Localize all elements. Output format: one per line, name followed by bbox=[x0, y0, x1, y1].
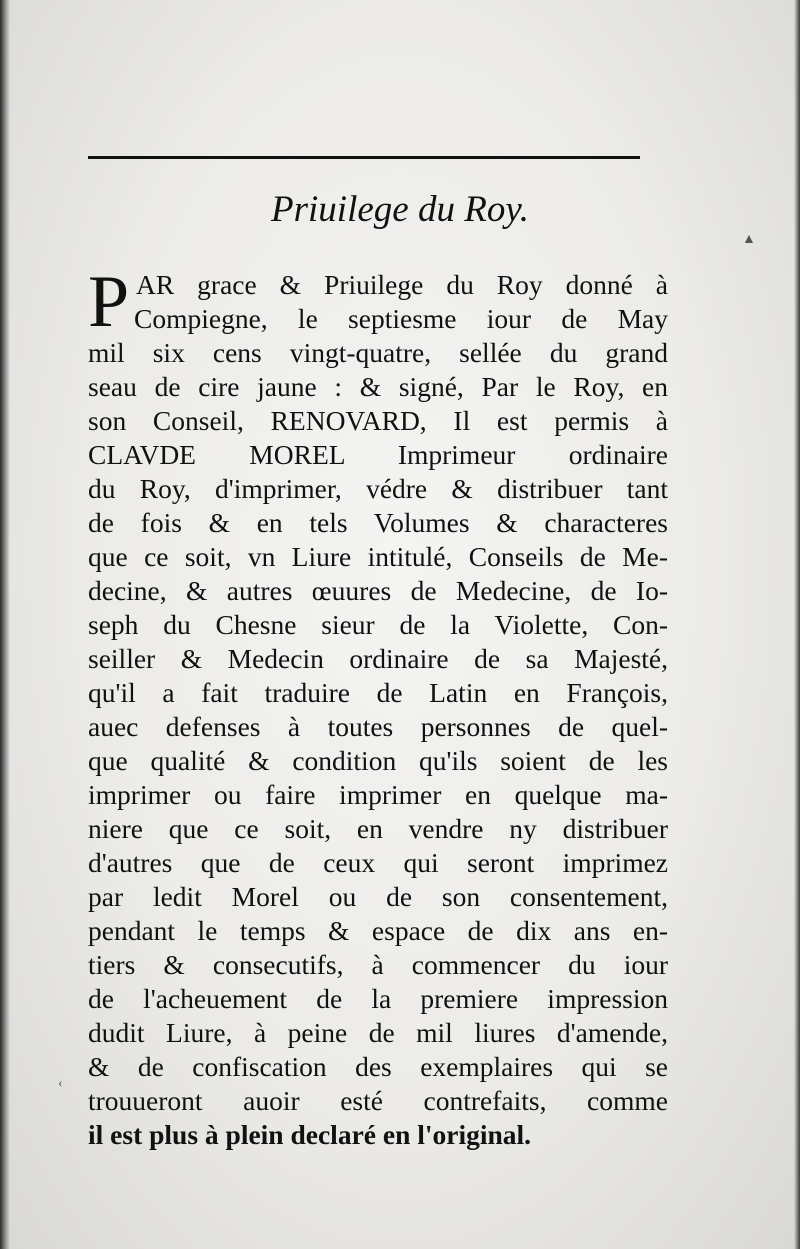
text-line: auec defenses à toutes personnes de quel- bbox=[88, 711, 668, 742]
text-line: imprimer ou faire imprimer en quelque ma- bbox=[88, 779, 668, 810]
text-line: de l'acheuement de la premiere impression bbox=[88, 983, 668, 1014]
text-line: CLAVDE MOREL Imprimeur ordinaire bbox=[88, 439, 668, 470]
text-line: que ce soit, vn Liure intitulé, Conseils de Me- bbox=[88, 541, 668, 572]
text-line: AR grace & Priuilege du Roy donné à bbox=[136, 269, 668, 300]
text-line: qu'il a fait traduire de Latin en François, bbox=[88, 677, 668, 708]
text-line: seph du Chesne sieur de la Violette, Con- bbox=[88, 609, 668, 640]
text-line: que qualité & condition qu'ils soient de les bbox=[88, 745, 668, 776]
drop-cap: P bbox=[88, 261, 130, 343]
text-line: seau de cire jaune : & signé, Par le Roy, en bbox=[88, 371, 668, 402]
text-line: de fois & en tels Volumes & characteres bbox=[88, 507, 668, 538]
text-line: du Roy, d'imprimer, védre & distribuer tant bbox=[88, 473, 668, 504]
text-line: trouueront auoir esté contrefaits, comme bbox=[88, 1085, 668, 1116]
text-line: d'autres que de ceux qui seront imprimez bbox=[88, 847, 668, 878]
text-line: dudit Liure, à peine de mil liures d'amende, bbox=[88, 1017, 668, 1048]
text-line: seiller & Medecin ordinaire de sa Majesté, bbox=[88, 643, 668, 674]
text-line: pendant le temps & espace de dix ans en- bbox=[88, 915, 668, 946]
text-line: il est plus à plein declaré en l'original. bbox=[88, 1119, 532, 1150]
text-line: son Conseil, RENOVARD, Il est permis à bbox=[88, 405, 668, 436]
header-rule bbox=[88, 156, 640, 159]
print-speck: ▲ bbox=[742, 232, 756, 247]
page-title: Priuilege du Roy. bbox=[271, 189, 529, 230]
text-line: par ledit Morel ou de son consentement, bbox=[88, 881, 668, 912]
text-line: Compiegne, le septiesme iour de May bbox=[134, 303, 668, 334]
text-line: decine, & autres œuures de Medecine, de Io- bbox=[88, 575, 668, 606]
text-line: tiers & consecutifs, à commencer du iour bbox=[88, 949, 668, 980]
text-line: mil six cens vingt-quatre, sellée du grand bbox=[88, 337, 668, 368]
text-line: niere que ce soit, en vendre ny distribuer bbox=[88, 813, 668, 844]
privilege-text bbox=[88, 261, 668, 1152]
print-speck: ‹ bbox=[58, 1076, 63, 1091]
text-line: & de confiscation des exemplaires qui se bbox=[88, 1051, 668, 1082]
